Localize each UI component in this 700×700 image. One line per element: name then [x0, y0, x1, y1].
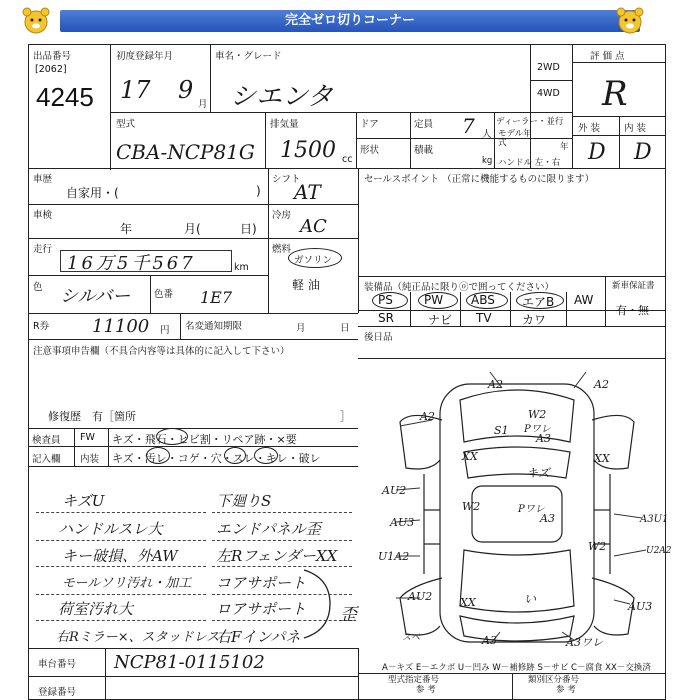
score-label: 評 価 点	[590, 51, 625, 62]
lot-small: [2062]	[35, 64, 67, 75]
shift-label: シフト	[272, 174, 301, 185]
back-seat-label: 後日品	[364, 332, 393, 343]
mileage-value: 16万5千567	[67, 253, 196, 274]
first-reg-label: 初度登録年月	[116, 51, 174, 62]
mark-s1: S1	[494, 424, 509, 437]
record-items: キズ・汚レ・コゲ・穴・スレ・キレ・破レ	[112, 452, 321, 465]
equip-navi: ナビ	[428, 313, 453, 327]
mileage-label: 走行	[33, 244, 53, 255]
equip-leather: カワ	[522, 313, 547, 327]
model: CBA-NCP81G	[116, 140, 255, 164]
displacement: 1500	[280, 138, 336, 163]
mark-xx-right: XX	[594, 452, 610, 465]
recycle-label: R券	[33, 321, 50, 332]
displacement-unit: cc	[342, 154, 353, 165]
fuel-gasoline: ガソリン	[294, 255, 333, 266]
equip-label: 装備品（純正品に限りⓞで囲ってください）	[364, 282, 555, 293]
remark-right-5: ロアサポート	[216, 600, 307, 618]
aircon-value: AC	[300, 216, 327, 237]
recycle-value: 11100	[92, 316, 150, 337]
door-label: ドア	[360, 119, 379, 130]
mark-a2-top-right: A2	[594, 378, 609, 391]
color-no: 1E7	[200, 288, 233, 307]
remark-right-2: エンドパネル歪	[216, 520, 321, 538]
inspection-day: 日)	[240, 222, 257, 236]
class-label: 類別区分番号	[528, 675, 580, 685]
equip-ps: PS	[378, 293, 393, 307]
remark-right-4: コアサポート	[216, 574, 307, 592]
history-close: )	[256, 184, 261, 198]
reg-no-label: 登録番号	[38, 687, 77, 698]
remark-left-1: キズU	[62, 492, 105, 510]
mark-au3-left: AU3	[390, 516, 415, 529]
month-unit: 月	[198, 99, 208, 110]
remark-right-1: 下廻りS	[216, 492, 272, 510]
remark-brace-icon	[300, 568, 336, 640]
interior-grade: D	[634, 140, 652, 165]
mark-a2-left: A2	[420, 410, 435, 423]
name-change-month: 月	[296, 323, 306, 334]
equip-tv: TV	[476, 311, 492, 325]
fuel-diesel: 軽 油	[292, 278, 320, 292]
first-reg-month: 9	[178, 76, 194, 104]
damage-legend: A－キズ E－エクボ U－凹み W－補修跡 S－サビ C－腐食 XX－交換済	[382, 663, 651, 673]
exterior-label: 外 装	[578, 123, 601, 134]
mark-i-low: い	[524, 592, 537, 606]
remark-left-2: ハンドルスレ大	[58, 520, 163, 538]
inspection-year: 年	[120, 222, 133, 236]
mark-sube: スベ	[402, 633, 421, 643]
mark-w2-top: W2	[528, 408, 547, 421]
mark-a3-bottom: A3	[482, 634, 497, 647]
mark-pakure-mid: Pワレ	[518, 504, 545, 515]
color-label: 色	[33, 282, 43, 293]
car-diagram	[360, 360, 669, 656]
color-value: シルバー	[60, 286, 131, 307]
mark-a3-top: A3	[536, 432, 551, 445]
banner	[0, 6, 700, 36]
notes-label: 注意事項申告欄（不具合内容等は具体的に記入して下さい）	[33, 346, 290, 357]
lot-label: 出品番号	[33, 51, 72, 62]
remark-left-3: キー破損、外AW	[62, 547, 178, 565]
interior-label: 内 装	[624, 123, 647, 134]
sales-point-label: セールスポイント （正常に機能するものに限ります）	[364, 174, 595, 185]
score: R	[602, 74, 628, 114]
warranty-value: 有・無	[616, 304, 649, 317]
remark-side: 歪	[340, 605, 357, 625]
aircon-label: 冷房	[272, 210, 292, 221]
equip-aw: AW	[574, 293, 594, 307]
inspector-label: 検査員	[32, 435, 61, 446]
record-circle-scuff	[254, 447, 278, 464]
repair-label: 修復歴 有［箇所	[48, 410, 136, 423]
mark-au2-left: AU2	[382, 484, 407, 497]
mark-au3-low: AU3	[628, 600, 653, 613]
mark-a3-mid: A3	[540, 512, 555, 525]
capacity: 7	[462, 114, 475, 138]
record-label: 記入欄	[32, 454, 61, 465]
dealer-label: ディーラー・並行	[496, 117, 564, 127]
class-sub: 参 考	[556, 685, 576, 695]
exterior-grade: D	[588, 140, 606, 165]
record-circle-hole	[224, 447, 246, 464]
equip-sr: SR	[378, 311, 394, 325]
remark-left-5: 荷室汚れ大	[58, 600, 134, 618]
mark-a3ware: A3ワレ	[566, 636, 603, 649]
mark-w2-right: W2	[588, 540, 607, 553]
recycle-unit: 円	[160, 325, 170, 336]
load-label: 積載	[414, 145, 434, 156]
load-unit: kg	[482, 156, 493, 166]
drive-2wd: 2WD	[537, 62, 560, 73]
mark-xx-low: XX	[460, 596, 476, 609]
record-naiso: 内装	[80, 454, 100, 465]
remark-right-3: 左RフェンダーXX	[216, 547, 338, 565]
remark-left-6: 右Rミラー×、スタッドレス	[56, 630, 220, 645]
first-reg-year: 17	[120, 76, 151, 104]
shift-value: AT	[294, 180, 321, 204]
model-year-unit: 年	[560, 142, 569, 152]
color-no-label: 色番	[154, 289, 174, 300]
mark-u2a2: U2A2	[646, 546, 672, 556]
mark-u1a2: U1A2	[378, 550, 410, 563]
model-year-label: モデル年式	[498, 129, 532, 148]
drive-4wd: 4WD	[537, 88, 560, 99]
history-label: 車歴	[33, 174, 53, 185]
history-value: 自家用・(	[66, 186, 119, 200]
car-name-label: 車名・グレード	[215, 51, 282, 62]
mileage-unit: km	[234, 262, 249, 273]
equip-pw: PW	[424, 293, 444, 307]
mark-xx-left: XX	[462, 450, 478, 463]
spec-label: 型式指定番号	[388, 675, 440, 685]
car-name: シエンタ	[230, 82, 333, 112]
capacity-label: 定員	[414, 119, 434, 130]
inspector-circle-stone	[156, 428, 188, 445]
mileage-box	[60, 250, 232, 272]
lot-number: 4245	[36, 82, 94, 112]
inspector-items: キズ・飛石・ヒビ割・リペア跡・×要	[112, 433, 297, 446]
name-change-day: 日	[340, 323, 350, 334]
handle-label: ハンドル 左・右	[498, 158, 561, 168]
remark-right-6: 右Fインパネ	[216, 628, 301, 646]
mark-au2-low: AU2	[408, 590, 433, 603]
new-warranty-label: 新車保証書	[612, 281, 655, 291]
mark-w2-left: W2	[462, 500, 481, 513]
mark-pakure-top: Pワレ	[524, 424, 551, 435]
remark-left-4: モールソリ汚れ・加工	[62, 576, 192, 591]
model-label: 型式	[116, 119, 136, 130]
equip-abs: ABS	[471, 293, 495, 307]
record-circle-dirt	[146, 447, 170, 464]
inspection-month: 月(	[184, 222, 201, 236]
spec-sub: 参 考	[416, 685, 436, 695]
mark-a2-top-left: A2	[488, 378, 503, 391]
fuel-label: 燃料	[272, 244, 292, 255]
bear-mascot-left-icon	[18, 6, 54, 36]
mark-a3u1: A3U1	[640, 514, 669, 525]
repair-close: ］	[340, 410, 351, 423]
displacement-label: 排気量	[270, 119, 299, 130]
inspector-fw: FW	[80, 432, 95, 443]
chassis-label: 車台番号	[38, 659, 77, 670]
capacity-unit: 人	[482, 129, 492, 140]
name-change-label: 名変通知期限	[185, 321, 243, 332]
banner-title: 完全ゼロ切りコーナー	[284, 13, 415, 28]
mark-kizu: キズ	[526, 466, 550, 480]
inspection-label: 車検	[33, 210, 53, 221]
equip-airbag: エアB	[522, 295, 555, 309]
shape-label: 形状	[360, 145, 380, 156]
chassis-number: NCP81-0115102	[114, 652, 265, 673]
bear-mascot-right-icon	[612, 6, 648, 36]
